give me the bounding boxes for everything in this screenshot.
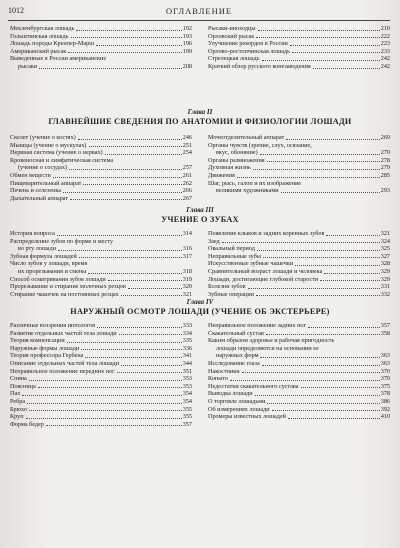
toc-entry-title: Теория профессора Гербена: [10, 352, 84, 360]
chapter-heading: [0, 206, 400, 225]
toc-entry: [208, 63, 390, 71]
toc-entry-title: Промеры известных лошадей: [208, 413, 286, 421]
toc-entry-text: лошади определяются на основании ее: [216, 344, 319, 352]
toc-entry-page: 254: [182, 149, 192, 157]
toc-entry-page: 324: [380, 237, 390, 245]
toc-entry-title: Обмен веществ: [10, 171, 51, 179]
dot-leader: [288, 418, 380, 419]
toc-entry-page: 341: [182, 352, 192, 360]
dot-leader: [38, 387, 182, 388]
toc-entry-text: Выведенные в России американские: [10, 55, 107, 63]
toc-entry-page: 351: [182, 367, 192, 375]
toc-entry-page: 328: [380, 260, 390, 268]
toc-entry-title: великими художниками: [216, 187, 279, 195]
toc-entry: [208, 187, 390, 195]
toc-entry: [208, 268, 390, 276]
toc-entry-title: Наружные формы лошади: [10, 344, 80, 352]
toc-entry: [10, 245, 192, 253]
dot-leader: [242, 372, 380, 373]
toc-entry-page: 293: [380, 187, 390, 195]
toc-entry-title: Болезни зубов: [208, 283, 246, 291]
toc-entry: [10, 337, 192, 345]
toc-entry-title: Различные воззрения иппологов: [10, 322, 96, 329]
toc-entry-page: 355: [182, 413, 192, 421]
toc-entry-title: Сравнительный возраст лошади и человека: [208, 267, 323, 275]
toc-entry-page: 316: [182, 245, 192, 253]
dot-leader: [29, 380, 182, 381]
toc-entry-title: Улучшение рекордов в России: [208, 40, 288, 48]
toc-column-left: [10, 322, 192, 428]
toc-entry-page: 357: [182, 420, 192, 428]
toc-section-chapter-2: [10, 134, 390, 202]
page-header: [8, 6, 390, 21]
toc-entry-title: Поясница: [10, 382, 36, 390]
toc-entry: [208, 55, 390, 63]
toc-entry: [10, 283, 192, 291]
toc-entry-page: 329: [380, 267, 390, 275]
toc-entry-title: Нервная система (учение о нервах): [10, 149, 103, 157]
toc-entry-title: Дыхательный аппарат: [10, 194, 69, 202]
toc-entry-title: Брюхо: [10, 405, 27, 413]
toc-column-left: [10, 25, 192, 71]
dot-leader: [256, 295, 380, 296]
dot-leader: [237, 177, 380, 178]
toc-column-left: [10, 230, 192, 298]
toc-entry-page: 354: [182, 390, 192, 398]
toc-entry-title: Лошади, достигающие глубокой старости: [208, 275, 319, 283]
toc-entry-title: Развитие отдельных частей тела лошади: [10, 329, 117, 337]
toc-entry-page: 331: [380, 283, 390, 291]
toc-entry-title: Органы размножения: [208, 156, 265, 164]
toc-entry-page: 335: [182, 337, 192, 345]
toc-entry-page: 266: [182, 187, 192, 195]
toc-entry: [208, 245, 390, 253]
toc-entry: [10, 375, 192, 383]
dot-leader: [27, 403, 182, 404]
toc-entry-title: Движения: [208, 171, 235, 179]
toc-column-right: [208, 25, 390, 71]
toc-entry-page: 242: [380, 55, 390, 63]
toc-entry-title: Орлово-ростопчинская лошадь: [208, 47, 291, 55]
toc-entry: [208, 390, 390, 398]
dot-leader: [267, 403, 379, 404]
toc-entry-page: 278: [380, 156, 390, 164]
toc-entry-page: 199: [182, 47, 192, 55]
toc-entry-title: Лошадь породы Кренпер-Марш: [10, 40, 95, 48]
dot-leader: [58, 250, 182, 251]
toc-entry: [208, 157, 390, 165]
toc-entry: [208, 413, 390, 421]
chapter-title: УЧЕНИЕ О ЗУБАХ: [161, 215, 239, 224]
dot-leader: [262, 365, 380, 366]
toc-entry-text: Кровеносная и лимфатическая система: [10, 156, 114, 164]
toc-entry-page: 318: [182, 267, 192, 275]
dot-leader: [76, 30, 181, 31]
toc-entry: [10, 390, 192, 398]
dot-leader: [67, 342, 182, 343]
toc-entry: [10, 40, 192, 48]
toc-entry-title: Недостатки скакательного сустава: [208, 382, 299, 390]
toc-entry-title: вкус, обоняние): [216, 149, 258, 157]
toc-entry-page: 333: [182, 322, 192, 329]
toc-entry: [10, 25, 192, 33]
toc-entry-title: Духовная жизнь: [208, 164, 251, 172]
toc-entry-page: 246: [182, 134, 192, 141]
toc-entry: [208, 276, 390, 284]
toc-entry: [208, 134, 390, 142]
toc-entry-page: 325: [380, 245, 390, 253]
toc-entry-page: 410: [380, 413, 390, 421]
toc-entry: [10, 383, 192, 391]
toc-entry-text: Шаг, рысь, галоп и их изображение: [208, 179, 302, 187]
toc-entry-page: 336: [182, 344, 192, 352]
toc-entry: [10, 268, 192, 276]
toc-entry-page: 279: [380, 164, 390, 172]
dot-leader: [313, 68, 380, 69]
toc-entry-page: 285: [380, 171, 390, 179]
chapter-heading: [0, 108, 400, 127]
toc-entry: [10, 360, 192, 368]
toc-entry-title: История вопроса: [10, 230, 55, 237]
dot-leader: [267, 161, 380, 162]
toc-entry-title: Круп: [10, 413, 24, 421]
toc-entry-title: Копыто: [208, 375, 229, 383]
toc-entry-text: Каким образом здоровье и рабочая пригодность: [208, 337, 335, 345]
toc-entry: [10, 180, 192, 188]
dot-leader: [295, 265, 380, 266]
toc-entry-page: 233: [380, 47, 390, 55]
toc-entry: [208, 322, 390, 330]
toc-entry: [208, 238, 390, 246]
toc-entry: [208, 375, 390, 383]
toc-entry: [208, 33, 390, 41]
toc-entry-page: 210: [380, 25, 390, 32]
toc-entry: [10, 230, 192, 238]
dot-leader: [81, 349, 182, 350]
toc-section-chapter-4: [10, 322, 390, 428]
toc-column-right: [208, 322, 390, 428]
toc-entry-title: Неправильное положение передних ног: [10, 367, 115, 375]
toc-entry-title: Появление клыков и задних коренных зубов: [208, 230, 325, 237]
toc-entry-title: Описание отдельных частей тела лошади: [10, 359, 120, 367]
dot-leader: [121, 365, 182, 366]
toc-entry-page: 196: [182, 40, 192, 48]
toc-entry: [10, 276, 192, 284]
toc-entry: [208, 40, 390, 48]
toc-entry-page: 378: [380, 390, 390, 398]
chapter-heading: [0, 298, 400, 317]
toc-entry-page: 257: [182, 164, 192, 172]
toc-entry-title: Печень и селезенка: [10, 187, 62, 195]
chapter-title: НАРУЖНЫЙ ОСМОТР ЛОШАДИ (УЧЕНИЕ ОБ ЭКСТЕРЬЕРЕ): [70, 307, 330, 316]
toc-entry-page: 314: [182, 230, 192, 237]
toc-entry-page: 344: [182, 359, 192, 367]
dot-leader: [266, 334, 380, 335]
toc-entry: [10, 421, 192, 429]
toc-entry-page: 327: [380, 252, 390, 260]
toc-entry-text: Число зубов у лошади, время: [10, 260, 88, 268]
toc-entry: [208, 164, 390, 172]
dot-leader: [29, 410, 182, 411]
toc-entry: [10, 172, 192, 180]
dot-leader: [108, 280, 182, 281]
dot-leader: [79, 257, 182, 258]
dot-leader: [22, 395, 181, 396]
dot-leader: [97, 327, 181, 328]
dot-leader: [83, 184, 181, 185]
toc-entry-page: 321: [380, 230, 390, 237]
toc-entry-title: наружных форм: [216, 352, 259, 360]
toc-entry: [208, 398, 390, 406]
toc-column-left: [10, 134, 192, 202]
toc-entry-page: 354: [182, 397, 192, 405]
toc-entry-title: Выводка лошади: [208, 390, 253, 398]
toc-entry-text: Распределение зубов по форме и месту: [10, 237, 114, 245]
toc-entry-page: 329: [380, 275, 390, 283]
dot-leader: [119, 334, 182, 335]
toc-entry-title: Пищеварительный аппарат: [10, 179, 82, 187]
dot-leader: [281, 192, 380, 193]
toc-entry: [208, 48, 390, 56]
toc-entry-title: О торговле лошадьми: [208, 397, 266, 405]
toc-entry: [10, 48, 192, 56]
dot-leader: [255, 395, 380, 396]
toc-entry-title: Накостники: [208, 367, 240, 375]
toc-entry-title: Краткий обзор русского конезаводения: [208, 62, 311, 70]
dot-leader: [105, 154, 182, 155]
dot-leader: [248, 288, 380, 289]
toc-entry-page: 208: [182, 62, 192, 70]
toc-entry: [10, 134, 192, 142]
toc-entry-title: Теория компенсации: [10, 337, 65, 345]
toc-entry-title: Прорезывание и стирание молочных резцов: [10, 283, 126, 291]
toc-entry-page: 386: [380, 397, 390, 405]
toc-entry-page: 353: [182, 375, 192, 383]
dot-leader: [320, 280, 380, 281]
toc-entry-title: во рту лошади: [18, 245, 56, 253]
dot-leader: [257, 250, 380, 251]
page-number: 1012: [8, 6, 24, 15]
toc-entry-page: 270: [380, 149, 390, 157]
toc-entry: [208, 172, 390, 180]
toc-entry: [208, 25, 390, 33]
dot-leader: [258, 30, 380, 31]
toc-column-right: [208, 230, 390, 298]
dot-leader: [290, 45, 380, 46]
page-title: ОГЛАВЛЕНИЕ: [165, 6, 233, 16]
toc-entry-page: 192: [182, 25, 192, 32]
toc-entry-page: 321: [182, 290, 192, 298]
toc-entry: [10, 352, 192, 360]
dot-leader: [260, 154, 380, 155]
dot-leader: [69, 169, 182, 170]
toc-entry: [10, 253, 192, 261]
toc-entry-page: 332: [380, 290, 390, 298]
dot-leader: [260, 357, 379, 358]
dot-leader: [324, 273, 379, 274]
dot-leader: [88, 273, 181, 274]
toc-entry-page: 358: [380, 329, 390, 337]
toc-entry: [10, 195, 192, 203]
dot-leader: [253, 169, 380, 170]
dot-leader: [262, 60, 380, 61]
toc-entry-title: Пах: [10, 390, 21, 398]
toc-entry: [10, 142, 192, 150]
toc-entry-title: Мекленбургская лошадь: [10, 25, 75, 32]
toc-entry-page: 353: [182, 382, 192, 390]
toc-entry-title: Скакательный сустав: [208, 329, 264, 337]
toc-entry-title: Об измерениях лошади: [208, 405, 270, 413]
toc-entry-title: Скелет (учение о костях): [10, 134, 76, 141]
toc-entry-title: Стирание чашечек на постоянных резцах: [10, 290, 119, 298]
toc-entry-page: 392: [380, 405, 390, 413]
toc-entry-page: 222: [380, 32, 390, 40]
toc-entry-title: Гольштинская лошадь: [10, 32, 69, 40]
dot-leader: [53, 177, 182, 178]
dot-leader: [96, 45, 182, 46]
toc-section-top: [10, 25, 390, 71]
dot-leader: [301, 387, 380, 388]
toc-entry: [208, 149, 390, 157]
dot-leader: [63, 192, 182, 193]
toc-entry-title: Американский рысак: [10, 47, 67, 55]
toc-entry-title: Заед: [208, 237, 220, 245]
dot-leader: [286, 139, 380, 140]
dot-leader: [68, 52, 181, 53]
toc-entry: [10, 330, 192, 338]
toc-entry: [10, 149, 192, 157]
toc-entry: [208, 330, 390, 338]
dot-leader: [222, 242, 380, 243]
toc-entry-title: Рысаки-иноходцы: [208, 25, 256, 32]
toc-entry-title: Овальный период: [208, 245, 255, 253]
toc-entry-title: Исследование глаза: [208, 359, 260, 367]
chapter-title: ГЛАВНЕЙШИЕ СВЕДЕНИЯ ПО АНАТОМИИ И ФИЗИОЛОГИИ ЛОШАДИ: [48, 117, 352, 126]
toc-entry-page: 193: [182, 32, 192, 40]
toc-entry: [208, 283, 390, 291]
toc-entry: [208, 406, 390, 414]
toc-entry-title: Зубная формула лошадей: [10, 252, 77, 260]
toc-entry-title: Форма бедер: [10, 420, 44, 428]
toc-entry-page: 320: [182, 283, 192, 291]
toc-section-chapter-3: [10, 230, 390, 298]
toc-entry: [10, 368, 192, 376]
toc-entry-title: Зубные операции: [208, 290, 254, 298]
toc-entry-page: 261: [182, 171, 192, 179]
toc-entry-title: рысаки: [18, 62, 38, 70]
chapter-number: Глава III: [186, 206, 214, 214]
toc-entry: [10, 164, 192, 172]
toc-entry-page: 363: [380, 359, 390, 367]
toc-entry-title: Спина: [10, 375, 27, 383]
toc-entry-title: Способ осматривания зубов лошади: [10, 275, 106, 283]
toc-entry-page: 242: [380, 62, 390, 70]
dot-leader: [39, 68, 182, 69]
toc-entry: [208, 383, 390, 391]
dot-leader: [292, 52, 380, 53]
toc-entry: [10, 413, 192, 421]
toc-entry-title: Орловский рысак: [208, 32, 255, 40]
chapter-number: Глава II: [187, 108, 213, 116]
dot-leader: [78, 139, 182, 140]
dot-leader: [121, 295, 182, 296]
toc-entry: [10, 33, 192, 41]
toc-entry-page: 269: [380, 134, 390, 141]
dot-leader: [46, 425, 182, 426]
toc-entry-title: Неправильные зубы: [208, 252, 261, 260]
toc-entry-page: 223: [380, 40, 390, 48]
dot-leader: [71, 37, 182, 38]
toc-entry-page: 334: [182, 329, 192, 337]
toc-entry-title: Искусственные зубные чашечки: [208, 260, 294, 268]
dot-leader: [89, 146, 182, 147]
toc-entry: [208, 360, 390, 368]
toc-entry-page: 357: [380, 322, 390, 329]
toc-column-right: [208, 134, 390, 202]
toc-entry-title: их прорезывания и смены: [18, 267, 87, 275]
toc-entry-page: 317: [182, 252, 192, 260]
toc-entry: [208, 260, 390, 268]
toc-entry-title: Мышцы (учение о мускулах): [10, 141, 87, 149]
dot-leader: [117, 372, 182, 373]
chapter-number: Глава IV: [186, 298, 214, 306]
dot-leader: [326, 235, 379, 236]
toc-entry-title: Стрелецкая лошадь: [208, 55, 260, 63]
dot-leader: [85, 357, 181, 358]
toc-entry-page: 267: [182, 194, 192, 202]
dot-leader: [26, 418, 182, 419]
toc-entry-title: Неправильное положение задних ног: [208, 322, 307, 329]
dot-leader: [308, 327, 380, 328]
dot-leader: [272, 410, 380, 411]
toc-entry-title: Мочеотделительный аппарат: [208, 134, 285, 141]
toc-entry-page: 370: [380, 375, 390, 383]
toc-entry: [208, 368, 390, 376]
dot-leader: [57, 235, 182, 236]
toc-entry-text: Органы чувств (зрение, слух, осязание,: [208, 141, 312, 149]
toc-entry-page: 262: [182, 179, 192, 187]
toc-entry: [10, 322, 192, 330]
toc-entry-page: 363: [380, 352, 390, 360]
dot-leader: [263, 257, 380, 258]
toc-entry-title: Ребра: [10, 397, 26, 405]
toc-entry: [10, 398, 192, 406]
dot-leader: [230, 380, 380, 381]
toc-entry: [10, 406, 192, 414]
toc-entry-page: 370: [380, 367, 390, 375]
toc-entry-page: 319: [182, 275, 192, 283]
dot-leader: [70, 199, 182, 200]
toc-entry: [208, 253, 390, 261]
dot-leader: [256, 37, 379, 38]
dot-leader: [128, 288, 182, 289]
toc-entry-title: (учение о сосудах): [18, 164, 67, 172]
toc-entry: [208, 352, 390, 360]
toc-entry: [10, 63, 192, 71]
toc-entry-page: 251: [182, 141, 192, 149]
toc-entry: [208, 230, 390, 238]
toc-entry: [10, 345, 192, 353]
toc-entry: [10, 187, 192, 195]
toc-entry-page: 355: [182, 405, 192, 413]
toc-entry-page: 375: [380, 382, 390, 390]
